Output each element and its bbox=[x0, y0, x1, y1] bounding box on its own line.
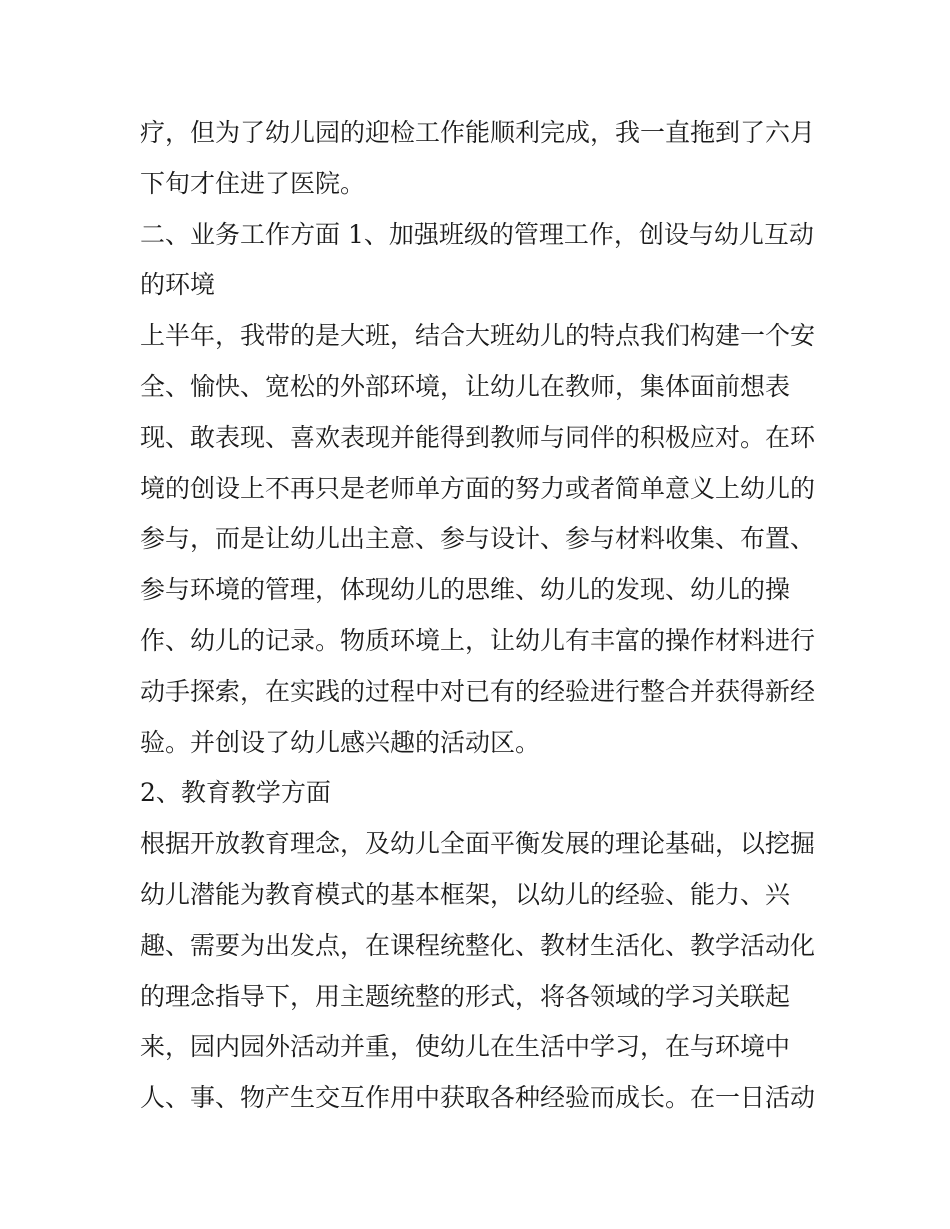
section-heading: 二、业务工作方面 1、加强班级的管理工作，创设与幼儿互动 bbox=[140, 219, 814, 249]
text-line: 验。并创设了幼儿感兴趣的活动区。 bbox=[140, 727, 541, 757]
text-line: 下旬才住进了医院。 bbox=[140, 168, 366, 198]
text-line: 上半年，我带的是大班，结合大班幼儿的特点我们构建一个安 bbox=[140, 321, 816, 351]
text-line: 幼儿潜能为教育模式的基本框架，以幼儿的经验、能力、兴 bbox=[140, 879, 791, 909]
text-line: 作、幼儿的记录。物质环境上，让幼儿有丰富的操作材料进行 bbox=[140, 625, 816, 655]
text-line: 境的创设上不再只是老师单方面的努力或者简单意义上幼儿的 bbox=[140, 473, 816, 503]
text-line: 参与环境的管理，体现幼儿的思维、幼儿的发现、幼儿的操 bbox=[140, 575, 791, 605]
text-line: 参与，而是让幼儿出主意、参与设计、参与材料收集、布置、 bbox=[140, 524, 816, 554]
text-line: 现、敢表现、喜欢表现并能得到教师与同伴的积极应对。在环 bbox=[140, 422, 816, 452]
text-line: 动手探索，在实践的过程中对已有的经验进行整合并获得新经 bbox=[140, 676, 816, 706]
text-line: 疗，但为了幼儿园的迎检工作能顺利完成，我一直拖到了六月 bbox=[140, 118, 816, 147]
text-line: 人、事、物产生交互作用中获取各种经验而成长。在一日活动 bbox=[140, 1083, 816, 1113]
text-line: 趣、需要为出发点，在课程统整化、教材生活化、教学活动化 bbox=[140, 930, 816, 960]
text-line: 的理念指导下，用主题统整的形式，将各领域的学习关联起 bbox=[140, 981, 791, 1011]
section-heading-cont: 的环境 bbox=[140, 270, 216, 300]
text-line: 根据开放教育理念，及幼儿全面平衡发展的理论基础，以挖掘 bbox=[140, 829, 816, 859]
text-line: 来，园内园外活动并重，使幼儿在生活中学习，在与环境中 bbox=[140, 1032, 791, 1062]
text-line: 全、愉快、宽松的外部环境，让幼儿在教师，集体面前想表 bbox=[140, 371, 791, 401]
document-body bbox=[140, 108, 820, 1124]
section-heading: 2、教育教学方面 bbox=[140, 778, 331, 808]
